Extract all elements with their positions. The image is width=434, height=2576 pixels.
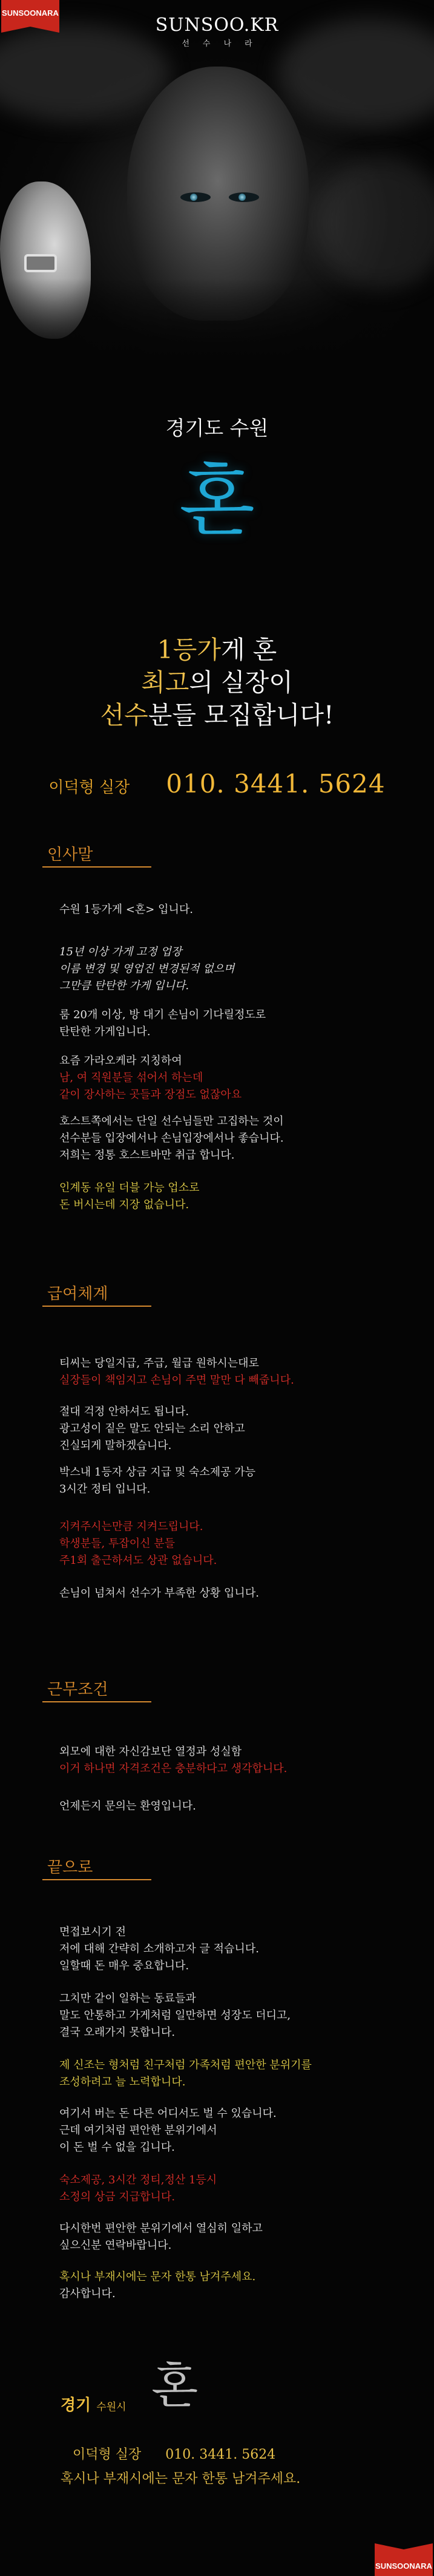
paragraph bbox=[59, 2172, 398, 2206]
paragraph bbox=[59, 2057, 398, 2091]
paragraph bbox=[59, 944, 398, 995]
site-logo[interactable] bbox=[0, 15, 434, 48]
paragraph-text: 이거 하나면 자격조건은 충분하다고 생각합니다. bbox=[59, 1762, 288, 1775]
region-title: 경기도 수원 bbox=[165, 416, 269, 440]
tagline-line bbox=[0, 634, 434, 665]
footer-contact bbox=[73, 2444, 275, 2463]
paragraph-text: 손님이 넘쳐서 선수가 부족한 상황 입니다. bbox=[59, 1587, 259, 1600]
paragraph-text: 면접보시기 전 저에 대해 간략히 소개하고자 글 적습니다. 일할때 돈 매우 중요합니다. bbox=[59, 1926, 259, 1972]
section-title-greeting: 인사말 bbox=[47, 846, 93, 864]
hero-fade bbox=[0, 278, 434, 363]
left-eye-icon bbox=[180, 192, 211, 202]
tagline-line bbox=[0, 667, 434, 698]
tagline-text: 분들 모집합니다! bbox=[148, 701, 334, 730]
paragraph bbox=[59, 1053, 398, 1103]
paragraph bbox=[59, 1355, 398, 1389]
paragraph-text: 15년 이상 가게 고정 업장 이름 변경 및 영업진 변경된적 없으며 그만큼 탄탄한 가게 입니다. bbox=[59, 946, 235, 992]
paragraph bbox=[59, 2105, 398, 2156]
section-divider bbox=[42, 866, 151, 868]
footer-region-main: 경기 bbox=[61, 2396, 91, 2414]
paragraph-text: 외모에 대한 자신감보단 열정과 성실함 bbox=[59, 1745, 242, 1758]
paragraph bbox=[59, 1924, 398, 1975]
smoke-decoration bbox=[315, 157, 434, 290]
paragraph-text: 제 신조는 형처럼 친구처럼 가족처럼 편안한 분위기를 조성하려고 늘 노력합니다. bbox=[59, 2059, 312, 2088]
footer-region bbox=[61, 2393, 127, 2415]
paragraph bbox=[59, 2269, 398, 2303]
paragraph-text: 남, 여 직원분들 섞어서 하는데 같이 장사하는 곳들과 장점도 없잖아요 bbox=[59, 1071, 242, 1101]
ring-icon bbox=[24, 254, 57, 272]
paragraph bbox=[59, 1585, 398, 1602]
paragraph-text: 인계동 유일 더블 가능 업소로 돈 버시는데 지장 없습니다. bbox=[59, 1182, 200, 1211]
right-eye-icon bbox=[229, 192, 259, 202]
logo-subtitle: 선수나라 bbox=[182, 39, 266, 48]
paragraph-text: 감사합니다. bbox=[59, 2287, 116, 2300]
paragraph-text: 수원 1등가게 <혼> 입니다. bbox=[59, 903, 193, 916]
tagline-highlight: 최고 bbox=[141, 668, 189, 697]
paragraph-text: 실장들이 책임지고 손님이 주면 말만 다 빼줍니다. bbox=[59, 1374, 294, 1387]
brand-character: 혼 bbox=[179, 454, 255, 546]
footer-contact-phone-link[interactable]: 010. 3441. 5624 bbox=[165, 2447, 276, 2462]
paragraph-text: 지켜주시는만큼 지켜드립니다. 학생분들, 투잡이신 분들 주1회 출근하셔도 상관 없습니다. bbox=[59, 1520, 217, 1567]
brand-ribbon-top-label: SUNSOONARA bbox=[2, 8, 59, 18]
paragraph-text: 절대 걱정 안하셔도 됩니다. 광고성이 짙은 말도 안되는 소리 안하고 진실되게 말하겠습니다. bbox=[59, 1405, 245, 1452]
paragraph-text: 혹시나 부재시에는 문자 한통 남겨주세요. bbox=[59, 2270, 256, 2283]
paragraph bbox=[59, 1798, 398, 1815]
brand-ribbon-top bbox=[1, 0, 59, 27]
paragraph bbox=[59, 901, 398, 918]
paragraph bbox=[59, 1404, 398, 1454]
section-divider bbox=[42, 1306, 151, 1307]
paragraph-text: 다시한번 편안한 분위기에서 열심히 일하고 싶으신분 연락바랍니다. bbox=[59, 2222, 263, 2252]
section-divider bbox=[42, 1879, 151, 1880]
paragraph-text: 그치만 같이 일하는 동료들과 말도 안통하고 가게처럼 일만하면 성장도 더디고, 결국 오래가지 못합니다. bbox=[59, 1992, 291, 2039]
paragraph bbox=[59, 1007, 398, 1041]
paragraph-text: 박스내 1등자 상금 지급 및 숙소제공 가능 3시간 정티 입니다. bbox=[59, 1466, 255, 1496]
contact-phone-link[interactable]: 010. 3441. 5624 bbox=[166, 769, 386, 799]
footer-note: 혹시나 부재시에는 문자 한통 남겨주세요. bbox=[61, 2471, 301, 2486]
paragraph-text: 요즘 가라오케라 지칭하여 bbox=[59, 1054, 182, 1067]
paragraph-text: 숙소제공, 3시간 정티,정산 1등시 소정의 상금 지급합니다. bbox=[59, 2174, 217, 2203]
contact-name: 이덕형 실장 bbox=[48, 779, 130, 797]
tagline-highlight: 선수 bbox=[100, 701, 148, 730]
paragraph bbox=[59, 1464, 398, 1498]
paragraph bbox=[59, 1180, 398, 1214]
paragraph-text: 언제든지 문의는 환영입니다. bbox=[59, 1800, 196, 1813]
logo-text: SUNSOO.KR bbox=[155, 15, 279, 36]
brand-ribbon-bottom bbox=[375, 2549, 433, 2576]
paragraph-text: 룸 20개 이상, 방 대기 손님이 기다릴정도로 탄탄한 가게입니다. bbox=[59, 1008, 266, 1038]
paragraph-text: 호스트쪽에서는 단일 선수님들만 고집하는 것이 선수분들 입장에서나 손님입장에서나 좋습니다. 저희는 정통 호스트바만 취급 합니다. bbox=[59, 1115, 284, 1162]
paragraph-text: 여기서 버는 돈 다른 어디서도 벌 수 있습니다. 근데 여기처럼 편안한 분위기에서 이 돈 벌 수 없을 깁니다. bbox=[59, 2107, 277, 2154]
footer-brand-character: 혼 bbox=[151, 2358, 199, 2414]
brand-ribbon-bottom-label: SUNSOONARA bbox=[375, 2561, 432, 2571]
tagline-line bbox=[0, 699, 434, 731]
tagline-text: 의 실장이 bbox=[189, 668, 293, 697]
section-title-salary: 급여체계 bbox=[47, 1285, 108, 1303]
paragraph-text: 티씨는 당일지급, 주급, 월급 원하시는대로 bbox=[59, 1357, 259, 1370]
section-title-work-conditions: 근무조건 bbox=[47, 1681, 108, 1699]
contact-row bbox=[0, 769, 434, 799]
paragraph bbox=[59, 1990, 398, 2041]
section-divider bbox=[42, 1701, 151, 1702]
paragraph bbox=[59, 1744, 398, 1777]
paragraph bbox=[59, 2220, 398, 2254]
paragraph bbox=[59, 1518, 398, 1569]
footer-region-small: 수원시 bbox=[96, 2401, 127, 2413]
tagline-highlight: 1등가 bbox=[157, 635, 222, 664]
hero-banner bbox=[0, 0, 434, 363]
tagline-text: 게 혼 bbox=[221, 635, 277, 664]
paragraph bbox=[59, 1113, 398, 1164]
section-title-closing: 끝으로 bbox=[47, 1858, 93, 1877]
footer-contact-name: 이덕형 실장 bbox=[73, 2447, 142, 2462]
